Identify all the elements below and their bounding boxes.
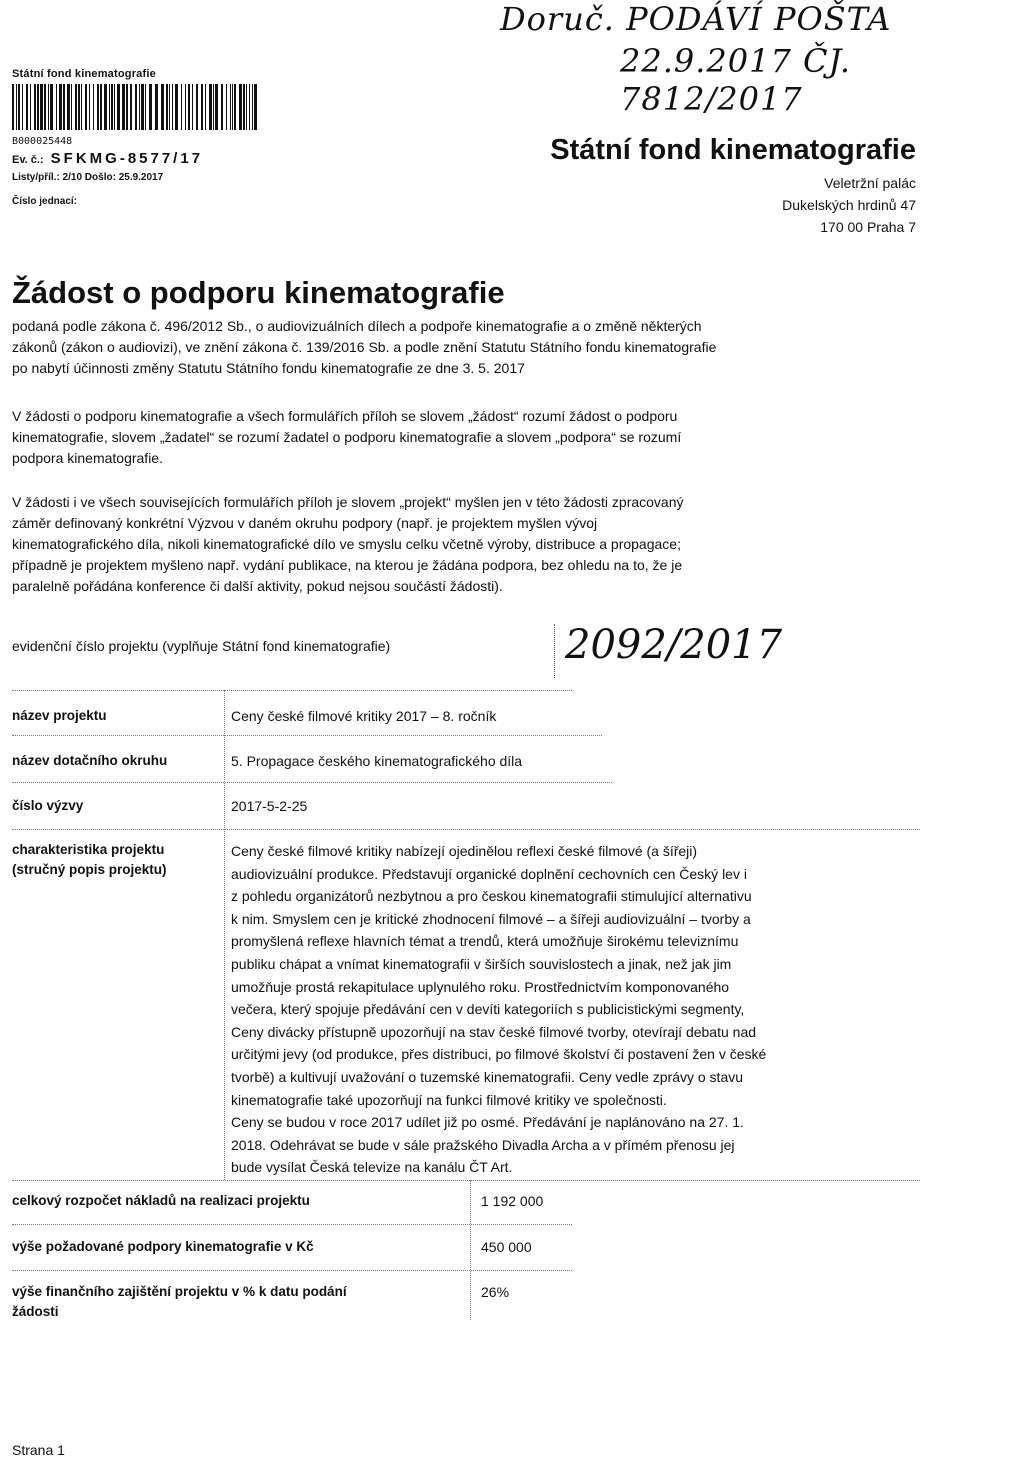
handwritten-date-ref: 22.9.2017 ČJ. 7812/2017 xyxy=(620,42,852,118)
description-line: publiku chápat a vnímat kinematografii v širších souvislostech a jinak, než jak jim xyxy=(231,955,732,972)
paragraph-line: paralelně pořádána konference či další aktivity, pokud nejsou součástí žádosti). xyxy=(12,578,503,594)
description-line: Ceny divácky přístupně upozorňují na stav české filmové tvorby, otevírají debatu nad xyxy=(231,1023,757,1040)
definition-paragraph-2 xyxy=(12,492,892,597)
address-line: Veletržní palác xyxy=(824,175,916,191)
description-line: Ceny se budou v roce 2017 udílet již po osmé. Předávání je naplánováno na 27. 1. xyxy=(231,1114,744,1131)
description-line: audiovizuální produkce. Představují organické doplnění cechovních cen Český lev i xyxy=(231,865,747,882)
handwritten-delivery-note: Doruč. PODÁVÍ POŠTA xyxy=(500,0,892,38)
label-pozadovana-podpora: výše požadované podpory kinematografie v Kč xyxy=(12,1239,314,1254)
document-title: Žádost o podporu kinematografie xyxy=(12,275,505,310)
address-line: Dukelských hrdinů 47 xyxy=(782,197,916,213)
value-rozpocet: 1 192 000 xyxy=(481,1193,544,1209)
description-line: Ceny české filmové kritiky nabízejí ojedinělou reflexi české filmové (a šířeji) xyxy=(231,843,698,859)
description-line: k nim. Smyslem cen je kritické zhodnocení filmové – a šířeji audiovizuální – tvorby a xyxy=(231,910,751,927)
label-financni-zajisteni xyxy=(12,1282,347,1322)
label-rozpocet: celkový rozpočet nákladů na realizaci projektu xyxy=(12,1193,310,1208)
evidence-divider xyxy=(554,624,556,678)
table-rule xyxy=(12,690,572,691)
ev-label: Ev. č.: xyxy=(12,154,44,166)
table-rule xyxy=(12,782,612,783)
intro-line: po nabytí účinnosti změny Statutu Státního fondu kinematografie ze dne 3. 5. 2017 xyxy=(12,360,525,376)
description-line: tvorbě) a kultivují uvažování o tuzemské kinematografii. Ceny vedle zprávy o stavu xyxy=(231,1068,744,1085)
table-rule xyxy=(12,735,602,736)
paragraph-line: kinematografického díla, nikoli kinematografické dílo ve smyslu celku včetně výroby, distribuce a propagace; xyxy=(12,536,681,552)
description-line: kinematografie také upozorňují na funkci filmové kritiky ve společnosti. xyxy=(231,1091,667,1108)
paragraph-line: záměr definovaný konkrétní Výzvou v daném okruhu podpory (např. je projektem myšlen vývoj xyxy=(12,515,598,531)
definition-paragraph-1 xyxy=(12,406,892,469)
value-cislo-vyzvy: 2017-5-2-25 xyxy=(231,798,308,814)
fund-address xyxy=(782,172,916,238)
evidence-number-label: evidenční číslo projektu (vyplňuje Státní fond kinematografie) xyxy=(12,638,391,654)
intro-text xyxy=(12,316,912,379)
table-rule xyxy=(12,829,920,830)
label-line: (stručný popis projektu) xyxy=(12,862,167,877)
description-line: promyšlená reflexe hlavních témat a trendů, která umožňuje širokému televiznímu xyxy=(231,933,739,950)
value-charakteristika xyxy=(231,840,911,1179)
description-line: 2018. Odehrávat se bude v sále pražského Divadla Archa a v přímém přenosu jej xyxy=(231,1136,735,1153)
page-number: Strana 1 xyxy=(12,1442,65,1458)
description-line: bude vysílat Česká televize na kanálu ČT Art. xyxy=(231,1159,513,1176)
description-line: z pohledu organizátorů nezbytnou a pro českou kinematografii stimulující alternativu xyxy=(231,888,752,905)
barcode-number: B000025448 xyxy=(12,136,73,147)
ev-number-line xyxy=(12,150,203,167)
label-nazev-projektu: název projektu xyxy=(12,708,107,723)
handwritten-project-number: 2092/2017 xyxy=(565,622,783,668)
paragraph-line: V žádosti i ve všech souvisejících formulářích příloh je slovem „projekt“ myšlen jen v této žádosti zpracovaný xyxy=(12,494,684,510)
value-nazev-projektu: Ceny české filmové kritiky 2017 – 8. ročník xyxy=(231,708,497,724)
fund-title: Státní fond kinematografie xyxy=(550,134,916,166)
label-nazev-okruhu: název dotačního okruhu xyxy=(12,753,168,768)
paragraph-line: kinematografie, slovem „žadatel“ se rozumí žadatel o podporu kinematografie a slovem „podpora“ se rozumí xyxy=(12,429,682,445)
ev-number: SFKMG-8577/17 xyxy=(50,150,204,167)
table-column-divider xyxy=(470,1180,471,1320)
label-cislo-vyzvy: číslo výzvy xyxy=(12,798,84,813)
barcode-image xyxy=(12,84,260,130)
value-pozadovana-podpora: 450 000 xyxy=(481,1239,532,1255)
table-rule xyxy=(12,1180,920,1181)
value-financni-zajisteni: 26% xyxy=(481,1284,510,1300)
table-rule xyxy=(12,1224,572,1225)
listy-dosla-line: Listy/příl.: 2/10 Došlo: 25.9.2017 xyxy=(12,172,164,183)
intro-line: zákonů (zákon o audiovizi), ve znění zákona č. 139/2016 Sb. a podle znění Statutu Státního fondu kinematografie xyxy=(12,339,717,355)
cislo-jednaci-label: Číslo jednací: xyxy=(12,196,78,207)
label-line: výše finančního zajištění projektu v % k datu podání xyxy=(12,1284,347,1299)
stamp-fund-name: Státní fond kinematografie xyxy=(12,68,156,80)
paragraph-line: V žádosti o podporu kinematografie a všech formulářích příloh se slovem „žádost“ rozumí žádost o podporu xyxy=(12,408,678,424)
label-line: charakteristika projektu xyxy=(12,842,165,857)
intro-line: podaná podle zákona č. 496/2012 Sb., o audiovizuálních dílech a podpoře kinematografie a o změně některých xyxy=(12,318,702,334)
value-nazev-okruhu: 5. Propagace českého kinematografického díla xyxy=(231,753,523,769)
label-charakteristika xyxy=(12,840,167,880)
address-line: 170 00 Praha 7 xyxy=(820,219,916,235)
description-line: určitými jevy (od produkce, přes distribuci, po filmové školství či postavení žen v české xyxy=(231,1046,767,1063)
table-column-divider xyxy=(224,690,225,1180)
paragraph-line: případně je projektem myšleno např. vydání publikace, na kterou je žádána podpora, bez ohledu na to, že je xyxy=(12,557,683,573)
table-rule xyxy=(12,1270,572,1271)
description-line: večera, který spojuje předávání cen v devíti kategoriích s publicistickými segmenty, xyxy=(231,1001,745,1018)
paragraph-line: podpora kinematografie. xyxy=(12,450,163,466)
label-line: žádosti xyxy=(12,1304,59,1319)
description-line: umožňuje prostá rekapitulace uplynulého roku. Prostřednictvím komponovaného xyxy=(231,978,730,995)
